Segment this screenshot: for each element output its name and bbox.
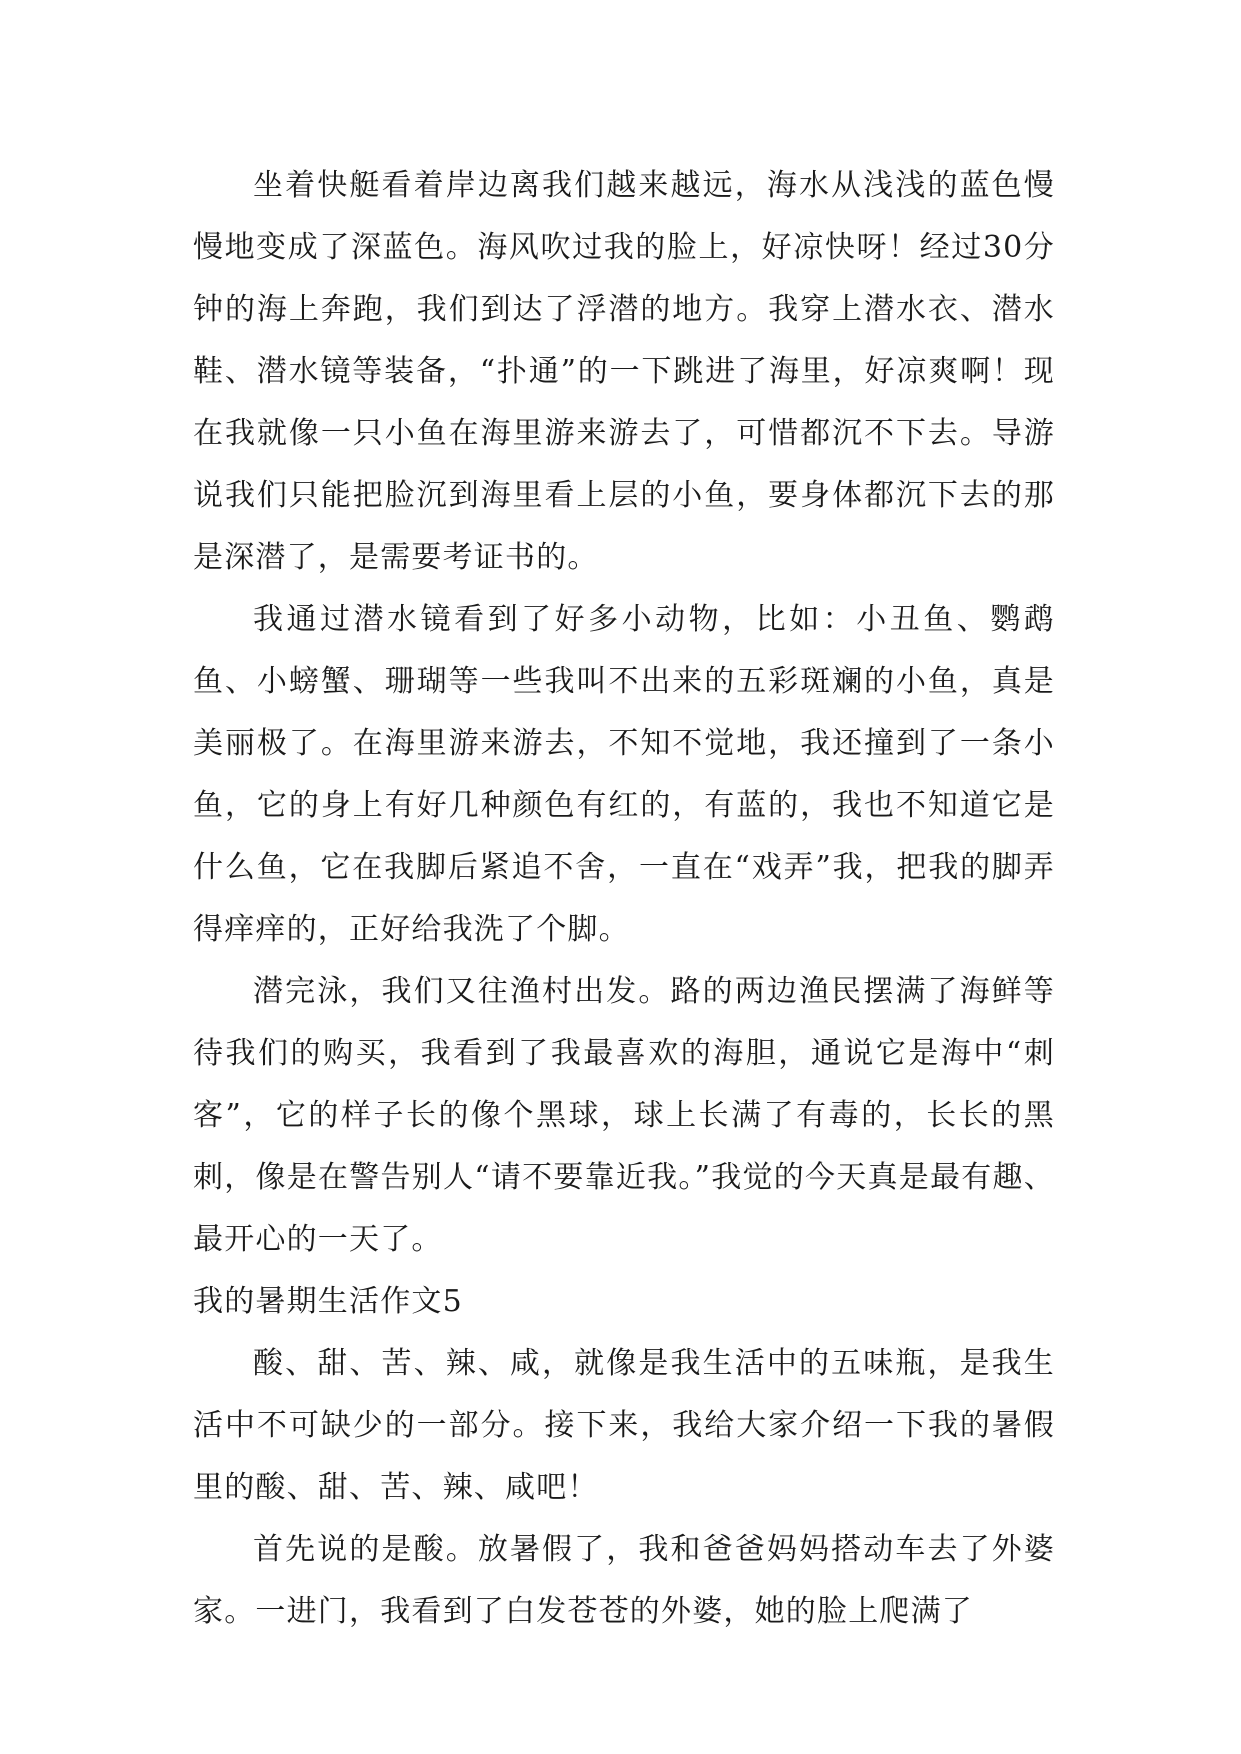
paragraph-sour: 首先说的是酸。放暑假了，我和爸爸妈妈搭动车去了外婆家。一进门，我看到了白发苍苍的外婆，她的脸上爬满了 bbox=[193, 1532, 1055, 1629]
paragraph-snorkel-trip: 坐着快艇看着岸边离我们越来越远，海水从浅浅的蓝色慢慢地变成了深蓝色。海风吹过我的脸上，好凉快呀！经过30分钟的海上奔跑，我们到达了浮潜的地方。我穿上潜水衣、潜水鞋、潜水镜等装备，“扑通”的一下跳进了海里，好凉爽啊！现在我就像一只小鱼在海里游来游去了，可惜都沉不下去。导游说我们只能把脸沉到海里看上层的小鱼，要身体都沉下去的那是深潜了，是需要考证书的。 bbox=[193, 168, 1055, 575]
document-body bbox=[193, 155, 1055, 1643]
essay-heading: 我的暑期生活作文5 bbox=[193, 1284, 463, 1319]
paragraph-fishing-village: 潜完泳，我们又往渔村出发。路的两边渔民摆满了海鲜等待我们的购买，我看到了我最喜欢的海胆，通说它是海中“刺客”，它的样子长的像个黑球，球上长满了有毒的，长长的黑刺，像是在警告别人“请不要靠近我。”我觉的今天真是最有趣、最开心的一天了。 bbox=[193, 974, 1055, 1257]
paragraph-sea-creatures: 我通过潜水镜看到了好多小动物，比如：小丑鱼、鹦鹉鱼、小螃蟹、珊瑚等一些我叫不出来的五彩斑斓的小鱼，真是美丽极了。在海里游来游去，不知不觉地，我还撞到了一条小鱼，它的身上有好几种颜色有红的，有蓝的，我也不知道它是什么鱼，它在我脚后紧追不舍，一直在“戏弄”我，把我的脚弄得痒痒的，正好给我洗了个脚。 bbox=[193, 602, 1055, 947]
paragraph-five-flavors: 酸、甜、苦、辣、咸，就像是我生活中的五味瓶，是我生活中不可缺少的一部分。接下来，我给大家介绍一下我的暑假里的酸、甜、苦、辣、咸吧！ bbox=[193, 1346, 1055, 1505]
